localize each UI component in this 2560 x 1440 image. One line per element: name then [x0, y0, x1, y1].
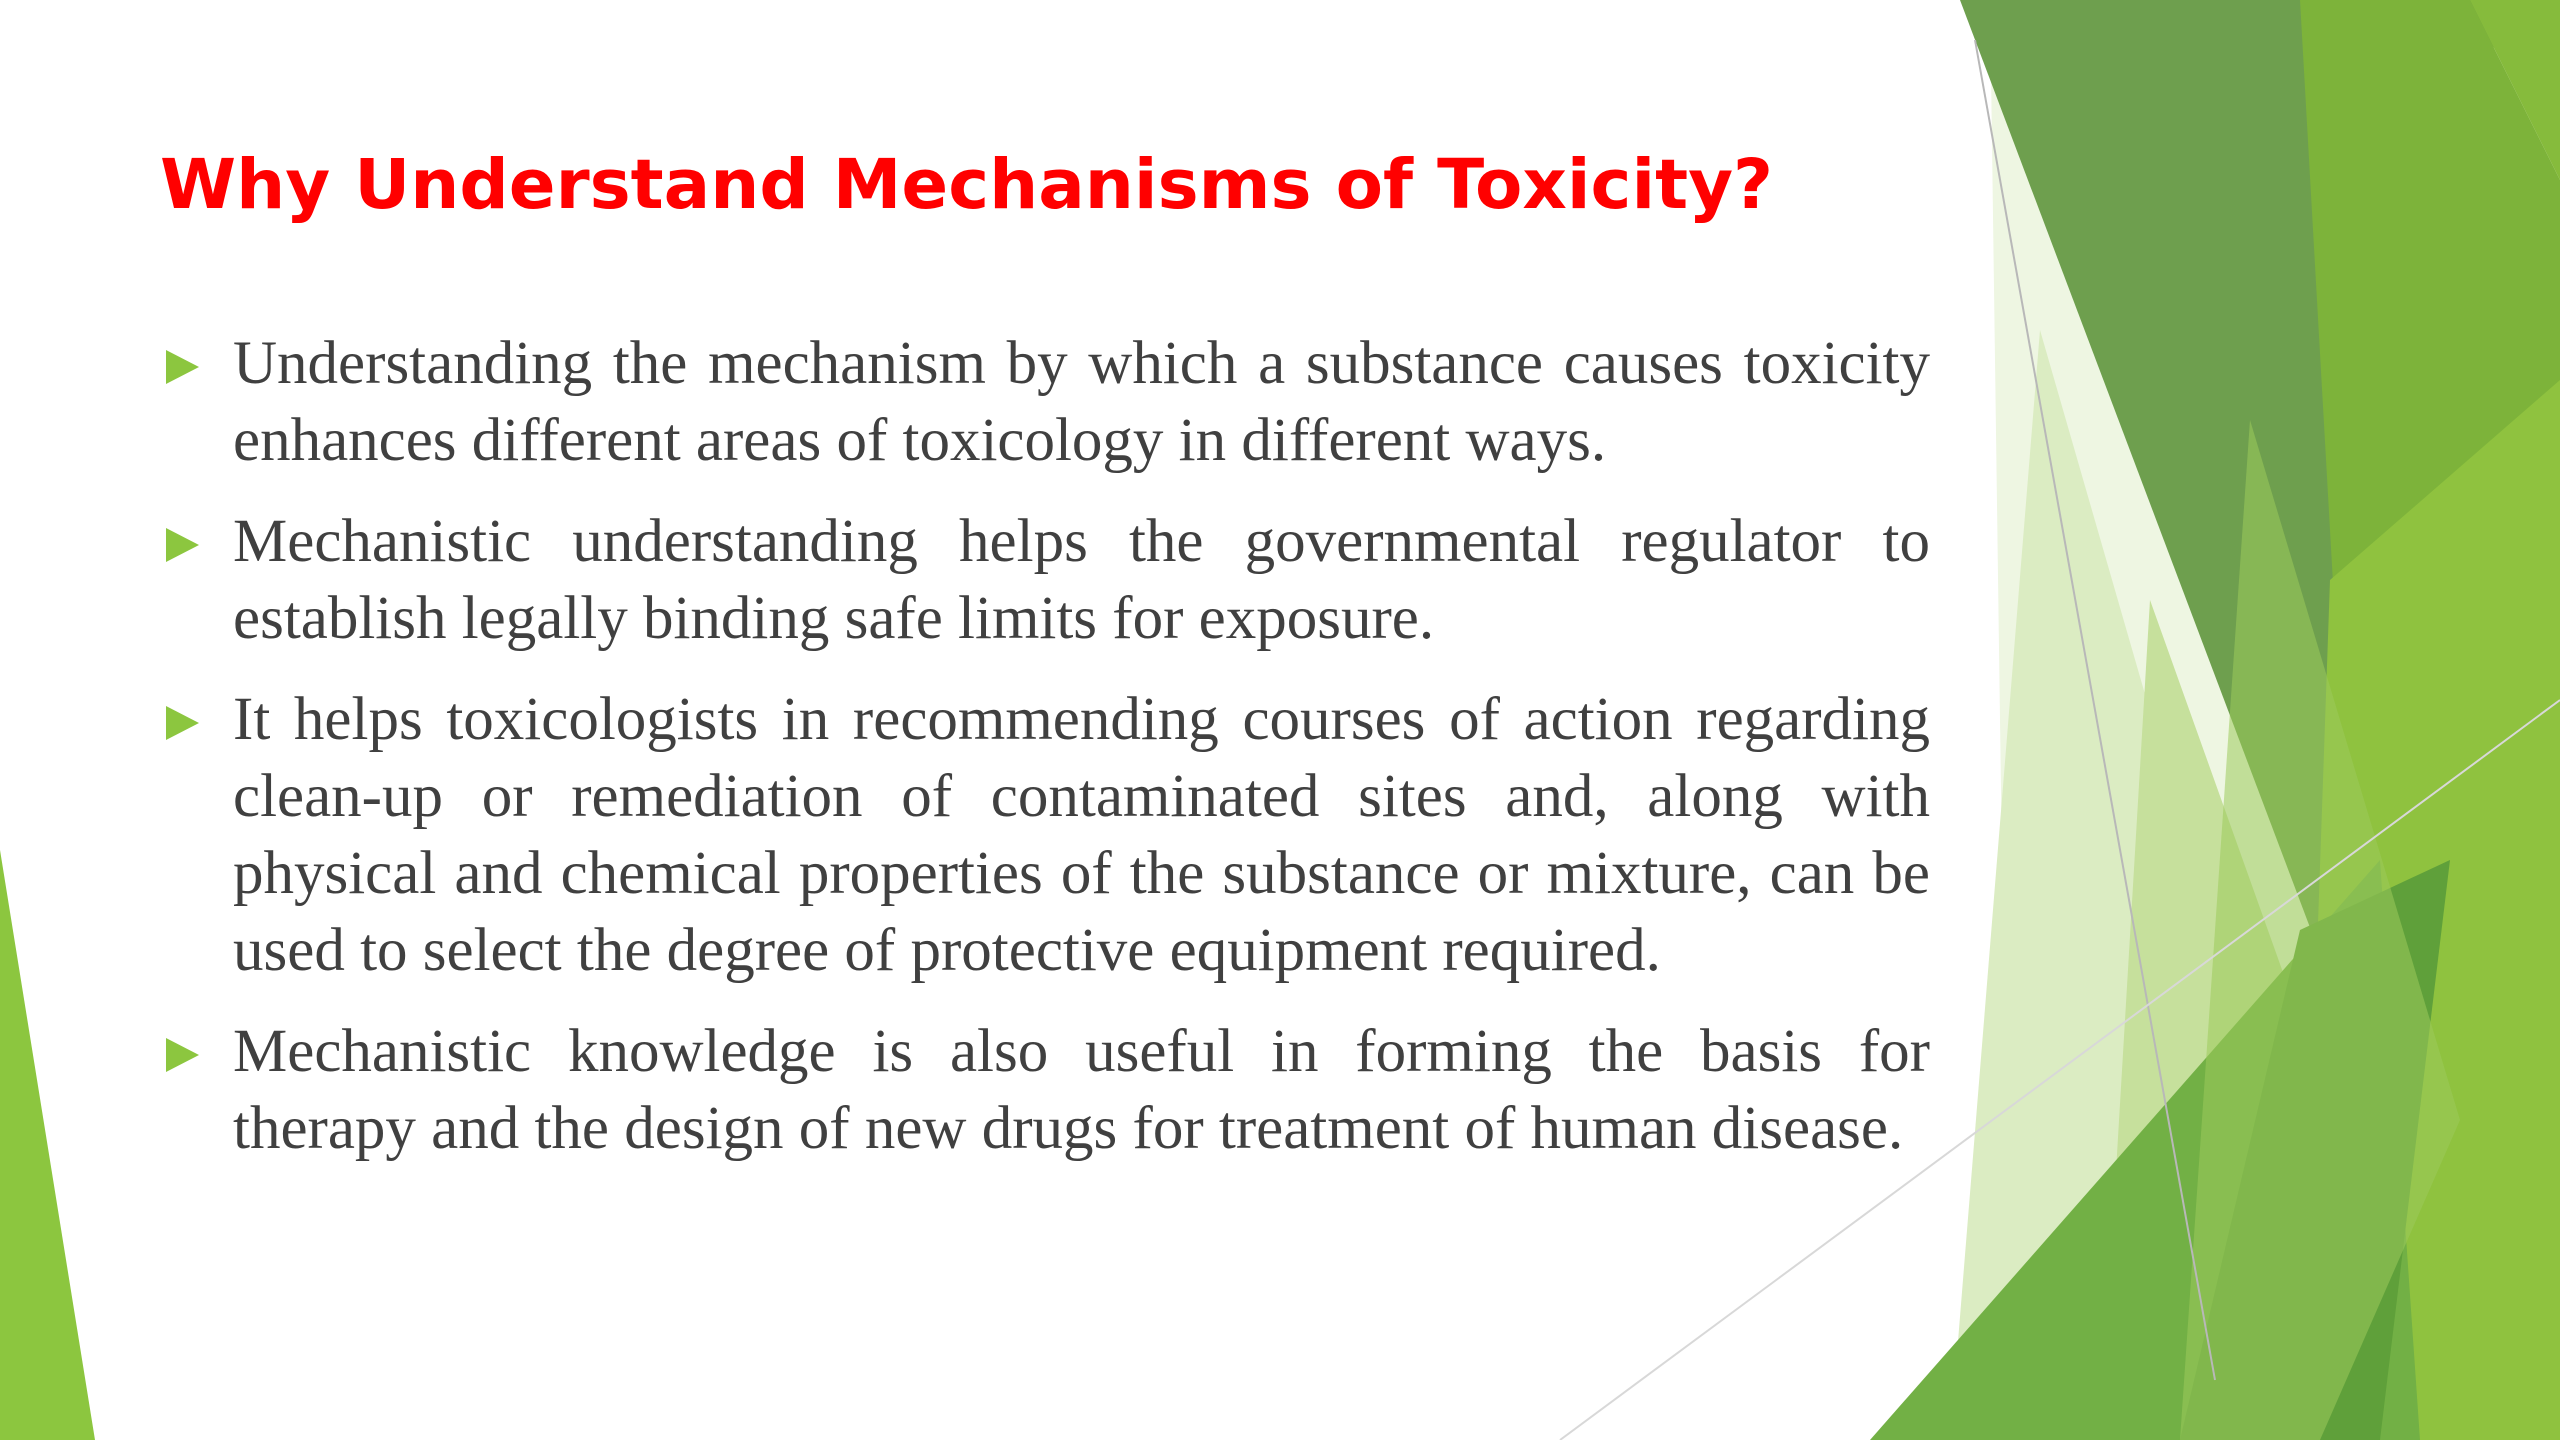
triangle-bullet-icon	[166, 706, 199, 740]
bullet-list	[160, 325, 1930, 1191]
bullet-text: It helps toxicologists in recommending courses of action regarding clean-up or remediation of contaminated sites and, along with physical and chemical properties of the substance or mixture, can be used to select the degree of protective equipment required.	[233, 686, 1930, 984]
bullet-text: Understanding the mechanism by which a substance causes toxicity enhances different areas of toxicology in different ways.	[233, 330, 1930, 474]
bullet-item	[160, 681, 1930, 989]
bullet-text: Mechanistic knowledge is also useful in forming the basis for therapy and the design of new drugs for treatment of human disease.	[233, 1018, 1930, 1162]
triangle-bullet-icon	[166, 528, 199, 562]
bullet-item	[160, 1013, 1930, 1167]
bullet-text: Mechanistic understanding helps the governmental regulator to establish legally binding safe limits for exposure.	[233, 508, 1930, 652]
bullet-item	[160, 325, 1930, 479]
triangle-bullet-icon	[166, 350, 199, 384]
triangle-bullet-icon	[166, 1038, 199, 1072]
bullet-item	[160, 503, 1930, 657]
slide-title: Why Understand Mechanisms of Toxicity?	[160, 145, 1774, 225]
